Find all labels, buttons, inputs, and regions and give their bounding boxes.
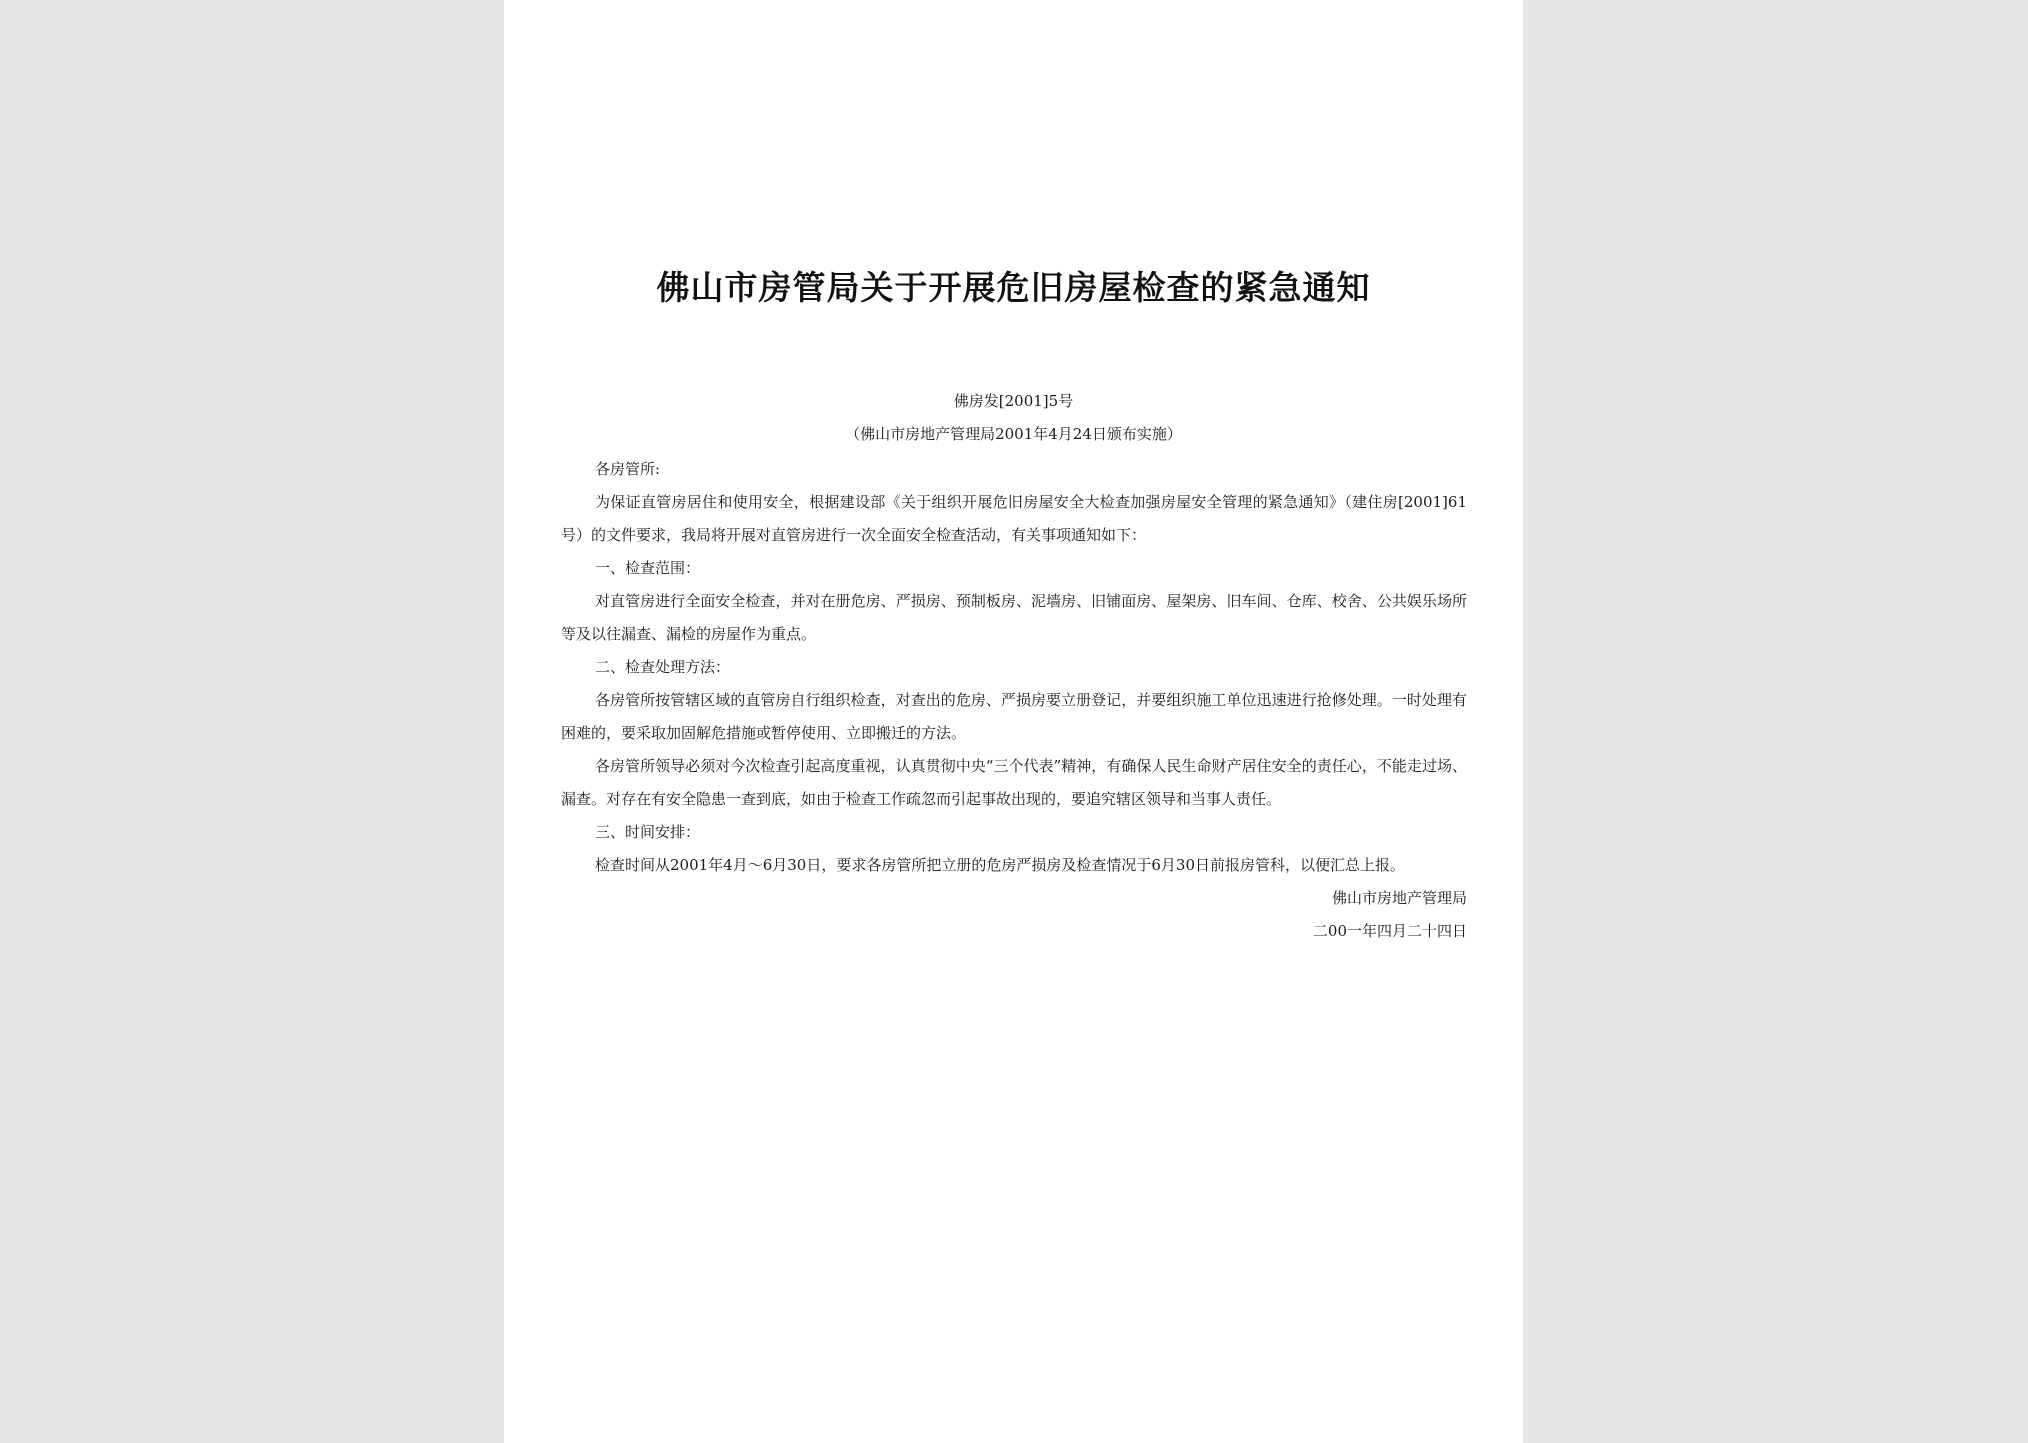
paragraph-responsibility: 各房管所领导必须对今次检查引起高度重视，认真贯彻中央“三个代表”精神，有确保人民生命财产居住安全的责任心，不能走过场、漏查。对存在有安全隐患一查到底，如由于检查工作疏忽而引起事故出现的，要追究辖区领导和当事人责任。	[561, 757, 1467, 808]
section-heading-schedule: 三、时间安排：	[595, 823, 701, 841]
section-heading-scope: 一、检查范围：	[595, 559, 701, 577]
document-issued-note: （佛山市房地产管理局2001年4月24日颁布实施）	[845, 425, 1182, 443]
document-date: 二00一年四月二十四日	[1312, 922, 1467, 940]
paragraph-scope: 对直管房进行全面安全检查，并对在册危房、严损房、预制板房、泥墙房、旧铺面房、屋架房、旧车间、仓库、校舍、公共娱乐场所等及以往漏查、漏检的房屋作为重点。	[561, 592, 1467, 643]
paragraph-intro: 为保证直管房居住和使用安全，根据建设部《关于组织开展危旧房屋安全大检查加强房屋安全管理的紧急通知》（建住房[2001]61号）的文件要求，我局将开展对直管房进行一次全面安全检查活动，有关事项通知如下：	[561, 493, 1467, 544]
salutation: 各房管所:	[595, 460, 661, 478]
document-body	[561, 453, 1467, 948]
paragraph-method: 各房管所按管辖区域的直管房自行组织检查，对查出的危房、严损房要立册登记，并要组织施工单位迅速进行抢修处理。一时处理有困难的，要采取加固解危措施或暂停使用、立即搬迁的方法。	[561, 691, 1467, 742]
document-title: 佛山市房管局关于开展危旧房屋检查的紧急通知	[656, 268, 1371, 307]
document-page	[504, 0, 1523, 1443]
signature: 佛山市房地产管理局	[1331, 889, 1467, 907]
document-number: 佛房发[2001]5号	[953, 392, 1074, 410]
paragraph-schedule: 检查时间从2001年4月～6月30日，要求各房管所把立册的危房严损房及检查情况于6月30日前报房管科，以便汇总上报。	[595, 856, 1405, 874]
section-heading-method: 二、检查处理方法：	[595, 658, 731, 676]
